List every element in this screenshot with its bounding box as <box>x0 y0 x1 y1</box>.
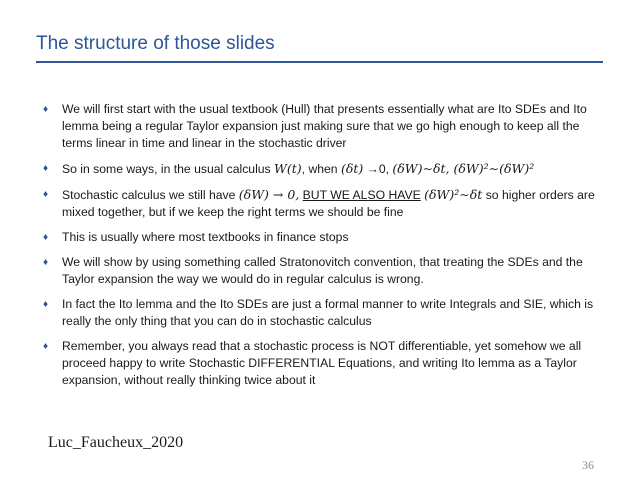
bullet-text: So in some ways, in the usual calculus <box>62 162 275 176</box>
bullet-list <box>43 101 605 397</box>
math-expression: (δW) → 0, <box>238 187 300 202</box>
math-expression: (δW)²∼δt <box>424 187 483 202</box>
math-expression: (δW)∼δt, (δW)²∼(δW)² <box>392 161 535 176</box>
bullet-item <box>43 338 605 389</box>
bullet-text: Stochastic calculus we still have <box>62 188 239 202</box>
bullet-item <box>43 254 605 288</box>
bullet-text: Remember, you always read that a stochastic process is NOT differentiable, yet somehow we all proceed happy to write Stochastic DIFFERENTIAL Equations, and writing Ito lemma as a Taylor expansion, without really thinking twice about it <box>62 339 582 387</box>
diamond-bullet-icon: ♦ <box>43 189 49 200</box>
math-expression: (δt) <box>340 161 364 176</box>
underlined-emphasis: BUT WE ALSO HAVE <box>302 188 421 202</box>
bullet-text: We will show by using something called Stratonovitch convention, that treating the SDEs and the Taylor expansion the way we would do in regular calculus is wrong. <box>62 255 583 286</box>
diamond-bullet-icon: ♦ <box>43 257 49 268</box>
title-underline <box>36 61 603 63</box>
bullet-item <box>43 186 605 221</box>
bullet-text: We will first start with the usual textbook (Hull) that presents essentially what are Ito SDEs and Ito lemma being a regular Taylor expansion just making sure that we go high enough to keep all the terms linear in time and linear in the stochastic driver <box>62 102 587 150</box>
bullet-text: so higher orders are mixed together, but if we keep the right terms we should be fine <box>62 188 595 219</box>
diamond-bullet-icon: ♦ <box>43 163 49 174</box>
bullet-item <box>43 101 605 152</box>
bullet-text: →0, <box>363 162 393 176</box>
slide-title: The structure of those slides <box>36 33 275 54</box>
diamond-bullet-icon: ♦ <box>43 299 49 310</box>
bullet-item <box>43 296 605 330</box>
page-number: 36 <box>582 458 594 472</box>
bullet-item <box>43 160 605 178</box>
bullet-text: This is usually where most textbooks in finance stops <box>62 230 349 244</box>
footer-author: Luc_Faucheux_2020 <box>48 434 184 451</box>
bullet-text: , when <box>301 162 341 176</box>
bullet-item <box>43 229 605 246</box>
bullet-text: In fact the Ito lemma and the Ito SDEs are just a formal manner to write Integrals and SIE, which is really the only thing that you can do in stochastic calculus <box>62 297 594 328</box>
diamond-bullet-icon: ♦ <box>43 232 49 243</box>
diamond-bullet-icon: ♦ <box>43 341 49 352</box>
diamond-bullet-icon: ♦ <box>43 104 49 115</box>
math-expression: W(t) <box>274 161 302 176</box>
